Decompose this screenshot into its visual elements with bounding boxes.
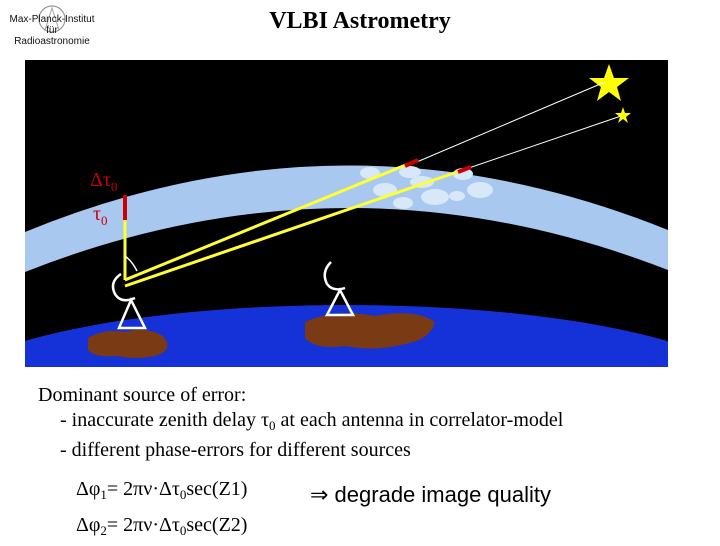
- equation-2-sub: 2: [100, 523, 107, 538]
- equation-1-part-c: sec(Z1): [186, 478, 248, 500]
- label-zenith-angle: Z: [138, 250, 149, 270]
- equation-2: [76, 510, 247, 546]
- label-tau0: $\tau_0$: [93, 203, 108, 228]
- logo-line-1: Max-Planck-Institut: [9, 14, 95, 25]
- landmass-left: [88, 330, 168, 358]
- text-line-2-part-b: at each antenna in correlator-model: [275, 409, 564, 431]
- text-line-1: Dominant source of error:: [38, 384, 247, 406]
- equation-1-part-a: Δφ: [76, 478, 101, 500]
- conclusion-text: ⇒ degrade image quality: [310, 482, 552, 507]
- equation-1-sub: 1: [100, 487, 107, 502]
- equation-1: [76, 474, 247, 510]
- text-line-3: - different phase-errors for different sources: [60, 439, 411, 461]
- equation-2-part-a: Δφ: [76, 514, 101, 536]
- label-tau0-secz2: $\tau_0\sec(Z_2)$: [343, 229, 416, 254]
- explanation-text: [38, 383, 563, 463]
- text-line-2-sub: 0: [269, 418, 276, 433]
- label-delta-tau0: $\Delta\tau_0$: [90, 169, 118, 194]
- equation-1-sub2: 0: [179, 487, 187, 502]
- label-tau0-secz1: $\tau_0\sec(Z_1)$: [280, 127, 353, 152]
- equation-2-part-c: sec(Z2): [186, 514, 248, 536]
- equation-2-sub2: 0: [179, 523, 187, 538]
- text-line-2-part-a: - inaccurate zenith delay τ: [60, 409, 270, 431]
- equation-2-part-b: = 2πν·Δτ: [106, 514, 180, 536]
- logo-line-3: Radioastronomie: [14, 36, 90, 47]
- logo-line-2: für: [46, 25, 58, 36]
- equation-1-part-b: = 2πν·Δτ: [106, 478, 180, 500]
- vlbi-diagram: [25, 60, 668, 367]
- text-line-2: [38, 408, 563, 438]
- page-title: VLBI Astrometry: [269, 8, 451, 34]
- equations: [76, 474, 247, 546]
